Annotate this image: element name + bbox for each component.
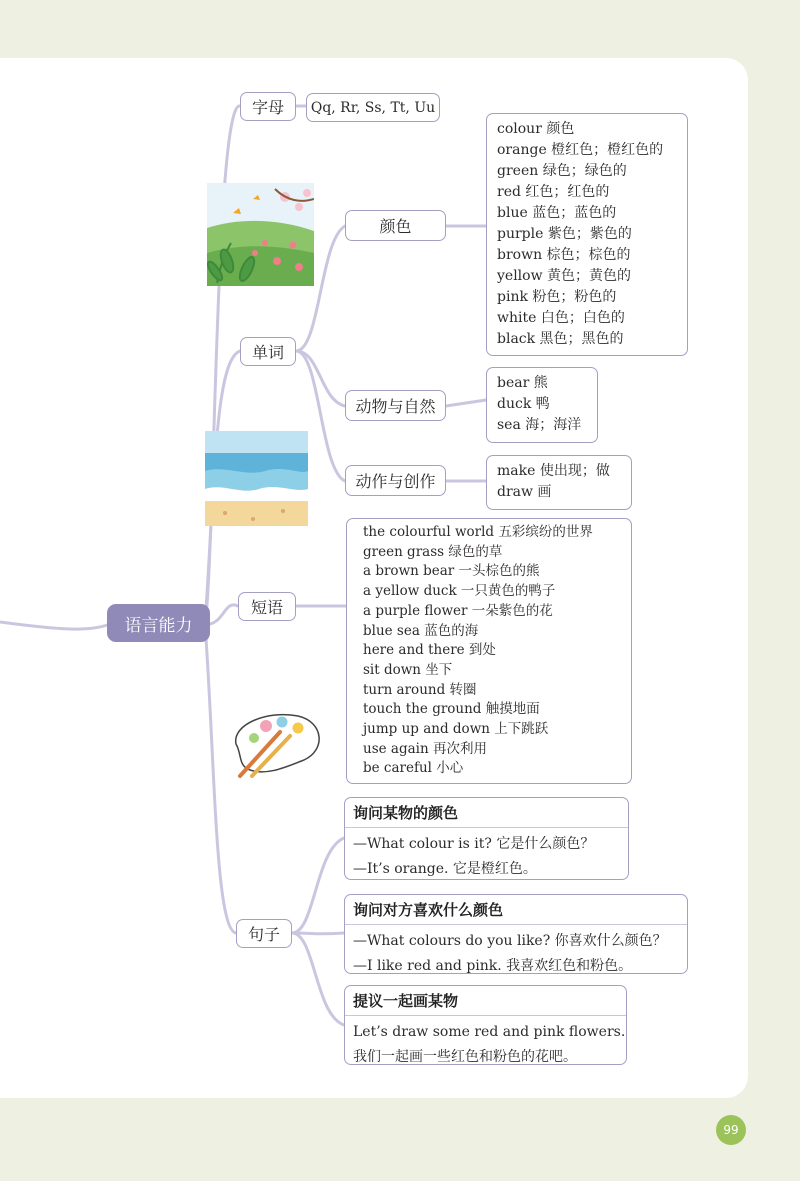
list-item: brown 棕色；棕色的: [497, 247, 631, 263]
list-item: red 红色；红色的: [497, 184, 610, 200]
sentence-group-1: [344, 797, 629, 880]
list-item: pink 粉色；粉色的: [497, 289, 617, 305]
phrases-node: 短语: [238, 592, 296, 621]
list-item: green 绿色；绿色的: [497, 163, 627, 179]
flower-field-illustration: [207, 183, 314, 286]
sentence-group-title: 提议一起画某物: [345, 990, 626, 1016]
list-item: be careful 小心: [363, 760, 464, 777]
list-item: orange 橙红色；橙红色的: [497, 142, 664, 158]
sentences-node: 句子: [236, 919, 292, 948]
list-item: jump up and down 上下跳跃: [363, 721, 549, 738]
action-node: 动作与创作: [345, 465, 446, 496]
paint-palette-illustration: [228, 706, 328, 778]
sentence-line: —It’s orange. 它是橙红色。: [353, 861, 537, 877]
colors-node: 颜色: [345, 210, 446, 241]
list-item: blue sea 蓝色的海: [363, 622, 479, 639]
list-item: the colourful world 五彩缤纷的世界: [363, 524, 593, 540]
root-node: 语言能力: [107, 604, 210, 642]
list-item: white 白色；白色的: [497, 310, 625, 326]
list-item: here and there 到处: [363, 642, 496, 659]
list-item: turn around 转圈: [363, 681, 477, 698]
sentence-line: 我们一起画一些红色和粉色的花吧。: [353, 1049, 577, 1065]
sentence-group-title: 询问某物的颜色: [345, 802, 628, 828]
nature-list: [486, 367, 598, 443]
list-item: a brown bear 一头棕色的熊: [363, 563, 540, 580]
list-item: use again 再次利用: [363, 740, 487, 757]
sentence-line: —What colours do you like? 你喜欢什么颜色？: [353, 933, 667, 949]
list-item: a yellow duck 一只黄色的鸭子: [363, 583, 556, 600]
list-item: bear 熊: [497, 375, 548, 391]
list-item: draw 画: [497, 484, 552, 500]
sea-beach-illustration: [205, 431, 308, 526]
sentence-group-3: [344, 985, 627, 1065]
list-item: blue 蓝色；蓝色的: [497, 205, 617, 221]
list-item: a purple flower 一朵紫色的花: [363, 602, 553, 619]
sentence-line: Let’s draw some red and pink flowers.: [353, 1024, 626, 1040]
list-item: green grass 绿色的草: [363, 543, 503, 560]
list-item: duck 鸭: [497, 396, 550, 412]
phrases-list: [346, 518, 632, 784]
list-item: purple 紫色；紫色的: [497, 226, 632, 242]
sentence-group-title: 询问对方喜欢什么颜色: [345, 899, 687, 925]
sentence-group-2: [344, 894, 688, 974]
list-item: touch the ground 触摸地面: [363, 701, 540, 718]
list-item: colour 颜色: [497, 121, 575, 137]
action-list: [486, 455, 632, 510]
letters-node: 字母: [240, 92, 296, 121]
colors-list: [486, 113, 688, 356]
list-item: make 使出现；做: [497, 463, 610, 479]
list-item: sea 海；海洋: [497, 417, 582, 433]
page-number-badge: 99: [716, 1115, 746, 1145]
list-item: yellow 黄色；黄色的: [497, 268, 632, 284]
sentence-line: —I like red and pink. 我喜欢红色和粉色。: [353, 958, 633, 974]
list-item: black 黑色；黑色的: [497, 331, 624, 347]
list-item: sit down 坐下: [363, 661, 453, 678]
nature-node: 动物与自然: [345, 390, 446, 421]
words-node: 单词: [240, 337, 296, 366]
letters-content: Qq, Rr, Ss, Tt, Uu: [306, 93, 440, 122]
sentence-line: —What colour is it? 它是什么颜色？: [353, 836, 595, 852]
